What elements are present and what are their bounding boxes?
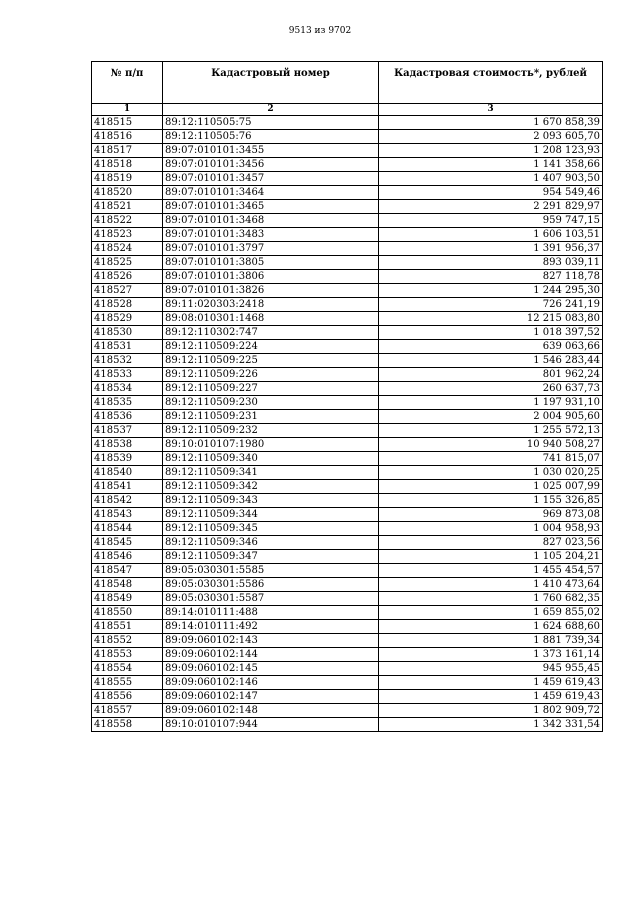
row-number-cell: 418534 — [92, 382, 163, 396]
cadastral-value-cell: 741 815,07 — [379, 452, 603, 466]
row-number-cell: 418543 — [92, 508, 163, 522]
cadastral-number-cell: 89:12:110505:76 — [163, 130, 379, 144]
cadastral-number-cell: 89:09:060102:147 — [163, 690, 379, 704]
cadastral-number-cell: 89:12:110509:224 — [163, 340, 379, 354]
header-cadastral-value: Кадастровая стоимость*, рублей — [379, 62, 603, 104]
cadastral-value-cell: 827 023,56 — [379, 536, 603, 550]
table-row — [92, 466, 603, 480]
cadastral-value-cell: 260 637,73 — [379, 382, 603, 396]
cadastral-value-cell: 2 004 905,60 — [379, 410, 603, 424]
table-row — [92, 648, 603, 662]
cadastral-value-cell: 1 624 688,60 — [379, 620, 603, 634]
table-row — [92, 452, 603, 466]
row-number-cell: 418546 — [92, 550, 163, 564]
cadastral-value-cell: 1 255 572,13 — [379, 424, 603, 438]
cadastral-value-cell: 1 004 958,93 — [379, 522, 603, 536]
table-row — [92, 550, 603, 564]
cadastral-number-cell: 89:11:020303:2418 — [163, 298, 379, 312]
row-number-cell: 418525 — [92, 256, 163, 270]
table-row — [92, 130, 603, 144]
table-row — [92, 242, 603, 256]
table-row — [92, 480, 603, 494]
table-row — [92, 312, 603, 326]
cadastral-number-cell: 89:09:060102:143 — [163, 634, 379, 648]
table-row — [92, 200, 603, 214]
cadastral-value-cell: 1 208 123,93 — [379, 144, 603, 158]
table-row — [92, 256, 603, 270]
table-row — [92, 424, 603, 438]
cadastral-number-cell: 89:12:110509:344 — [163, 508, 379, 522]
header-row-number: № п/п — [92, 62, 163, 104]
table-row — [92, 382, 603, 396]
cadastral-value-cell: 2 093 605,70 — [379, 130, 603, 144]
row-number-cell: 418551 — [92, 620, 163, 634]
table-row — [92, 186, 603, 200]
cadastral-value-cell: 1 407 903,50 — [379, 172, 603, 186]
table-row — [92, 172, 603, 186]
cadastral-number-cell: 89:12:110509:347 — [163, 550, 379, 564]
table-row — [92, 508, 603, 522]
cadastral-number-cell: 89:07:010101:3457 — [163, 172, 379, 186]
cadastral-number-cell: 89:12:110509:232 — [163, 424, 379, 438]
row-number-cell: 418558 — [92, 718, 163, 732]
cadastral-number-cell: 89:12:110509:340 — [163, 452, 379, 466]
row-number-cell: 418537 — [92, 424, 163, 438]
table-row — [92, 144, 603, 158]
cadastral-value-cell: 1 455 454,57 — [379, 564, 603, 578]
cadastral-value-cell: 1 018 397,52 — [379, 326, 603, 340]
row-number-cell: 418536 — [92, 410, 163, 424]
cadastral-value-cell: 1 342 331,54 — [379, 718, 603, 732]
cadastral-number-cell: 89:07:010101:3464 — [163, 186, 379, 200]
cadastral-value-cell: 945 955,45 — [379, 662, 603, 676]
row-number-cell: 418517 — [92, 144, 163, 158]
column-number-1: 1 — [92, 104, 163, 116]
cadastral-number-cell: 89:09:060102:144 — [163, 648, 379, 662]
row-number-cell: 418554 — [92, 662, 163, 676]
row-number-cell: 418518 — [92, 158, 163, 172]
cadastral-number-cell: 89:07:010101:3797 — [163, 242, 379, 256]
row-number-cell: 418555 — [92, 676, 163, 690]
cadastral-value-cell: 1 410 473,64 — [379, 578, 603, 592]
cadastral-number-cell: 89:12:110509:231 — [163, 410, 379, 424]
table-row — [92, 564, 603, 578]
cadastral-value-cell: 893 039,11 — [379, 256, 603, 270]
cadastral-number-cell: 89:10:010107:1980 — [163, 438, 379, 452]
row-number-cell: 418540 — [92, 466, 163, 480]
row-number-cell: 418556 — [92, 690, 163, 704]
cadastral-number-cell: 89:12:110509:345 — [163, 522, 379, 536]
cadastral-number-cell: 89:10:010107:944 — [163, 718, 379, 732]
row-number-cell: 418542 — [92, 494, 163, 508]
cadastral-number-cell: 89:14:010111:488 — [163, 606, 379, 620]
cadastral-number-cell: 89:07:010101:3465 — [163, 200, 379, 214]
table-row — [92, 438, 603, 452]
cadastral-number-cell: 89:07:010101:3455 — [163, 144, 379, 158]
table-row — [92, 662, 603, 676]
row-number-cell: 418553 — [92, 648, 163, 662]
table-row — [92, 116, 603, 130]
row-number-cell: 418544 — [92, 522, 163, 536]
cadastral-value-cell: 12 215 083,80 — [379, 312, 603, 326]
cadastral-value-cell: 1 244 295,30 — [379, 284, 603, 298]
table-row — [92, 522, 603, 536]
cadastral-value-cell: 1 391 956,37 — [379, 242, 603, 256]
table-row — [92, 158, 603, 172]
cadastral-value-cell: 1 881 739,34 — [379, 634, 603, 648]
cadastral-value-cell: 1 802 909,72 — [379, 704, 603, 718]
row-number-cell: 418548 — [92, 578, 163, 592]
cadastral-value-cell: 2 291 829,97 — [379, 200, 603, 214]
table-row — [92, 536, 603, 550]
cadastral-number-cell: 89:05:030301:5586 — [163, 578, 379, 592]
table-row — [92, 592, 603, 606]
cadastral-value-cell: 801 962,24 — [379, 368, 603, 382]
cadastral-number-cell: 89:12:110509:230 — [163, 396, 379, 410]
cadastral-value-cell: 639 063,66 — [379, 340, 603, 354]
row-number-cell: 418526 — [92, 270, 163, 284]
cadastral-value-cell: 10 940 508,27 — [379, 438, 603, 452]
column-number-3: 3 — [379, 104, 603, 116]
cadastral-value-cell: 827 118,78 — [379, 270, 603, 284]
row-number-cell: 418523 — [92, 228, 163, 242]
cadastral-value-cell: 1 197 931,10 — [379, 396, 603, 410]
cadastral-number-cell: 89:07:010101:3805 — [163, 256, 379, 270]
cadastral-value-cell: 1 155 326,85 — [379, 494, 603, 508]
row-number-cell: 418529 — [92, 312, 163, 326]
table-row — [92, 298, 603, 312]
table-row — [92, 340, 603, 354]
row-number-cell: 418539 — [92, 452, 163, 466]
row-number-cell: 418520 — [92, 186, 163, 200]
cadastral-value-table — [91, 61, 603, 732]
cadastral-number-cell: 89:12:110509:341 — [163, 466, 379, 480]
table-row — [92, 270, 603, 284]
row-number-cell: 418531 — [92, 340, 163, 354]
row-number-cell: 418519 — [92, 172, 163, 186]
cadastral-value-cell: 1 459 619,43 — [379, 690, 603, 704]
row-number-cell: 418522 — [92, 214, 163, 228]
row-number-cell: 418557 — [92, 704, 163, 718]
table-row — [92, 676, 603, 690]
cadastral-number-cell: 89:08:010301:1468 — [163, 312, 379, 326]
row-number-cell: 418530 — [92, 326, 163, 340]
cadastral-number-cell: 89:14:010111:492 — [163, 620, 379, 634]
cadastral-value-cell: 726 241,19 — [379, 298, 603, 312]
cadastral-value-cell: 1 606 103,51 — [379, 228, 603, 242]
cadastral-number-cell: 89:07:010101:3826 — [163, 284, 379, 298]
row-number-cell: 418527 — [92, 284, 163, 298]
cadastral-number-cell: 89:09:060102:146 — [163, 676, 379, 690]
row-number-cell: 418547 — [92, 564, 163, 578]
table-row — [92, 228, 603, 242]
row-number-cell: 418516 — [92, 130, 163, 144]
cadastral-value-cell: 1 659 855,02 — [379, 606, 603, 620]
cadastral-number-cell: 89:12:110509:225 — [163, 354, 379, 368]
cadastral-value-cell: 1 141 358,66 — [379, 158, 603, 172]
row-number-cell: 418533 — [92, 368, 163, 382]
cadastral-number-cell: 89:07:010101:3806 — [163, 270, 379, 284]
row-number-cell: 418528 — [92, 298, 163, 312]
cadastral-value-cell: 1 030 020,25 — [379, 466, 603, 480]
table-row — [92, 578, 603, 592]
header-cadastral-number: Кадастровый номер — [163, 62, 379, 104]
cadastral-value-cell: 1 760 682,35 — [379, 592, 603, 606]
table-row — [92, 690, 603, 704]
cadastral-value-cell: 1 105 204,21 — [379, 550, 603, 564]
table-row — [92, 354, 603, 368]
row-number-cell: 418545 — [92, 536, 163, 550]
table-row — [92, 494, 603, 508]
table-row — [92, 620, 603, 634]
row-number-cell: 418549 — [92, 592, 163, 606]
row-number-cell: 418538 — [92, 438, 163, 452]
cadastral-value-cell: 1 025 007,99 — [379, 480, 603, 494]
table-row — [92, 410, 603, 424]
row-number-cell: 418515 — [92, 116, 163, 130]
row-number-cell: 418535 — [92, 396, 163, 410]
cadastral-number-cell: 89:12:110509:227 — [163, 382, 379, 396]
row-number-cell: 418532 — [92, 354, 163, 368]
row-number-cell: 418552 — [92, 634, 163, 648]
table-row — [92, 634, 603, 648]
cadastral-value-cell: 1 459 619,43 — [379, 676, 603, 690]
table-body — [92, 116, 603, 732]
cadastral-value-cell: 969 873,08 — [379, 508, 603, 522]
table-row — [92, 606, 603, 620]
table-row — [92, 368, 603, 382]
table-row — [92, 284, 603, 298]
cadastral-number-cell: 89:12:110509:343 — [163, 494, 379, 508]
cadastral-number-cell: 89:09:060102:148 — [163, 704, 379, 718]
cadastral-value-cell: 1 546 283,44 — [379, 354, 603, 368]
cadastral-number-cell: 89:12:110509:226 — [163, 368, 379, 382]
table-row — [92, 704, 603, 718]
row-number-cell: 418541 — [92, 480, 163, 494]
cadastral-value-cell: 959 747,15 — [379, 214, 603, 228]
cadastral-number-cell: 89:07:010101:3468 — [163, 214, 379, 228]
cadastral-number-cell: 89:12:110505:75 — [163, 116, 379, 130]
cadastral-number-cell: 89:09:060102:145 — [163, 662, 379, 676]
cadastral-number-cell: 89:05:030301:5585 — [163, 564, 379, 578]
cadastral-value-cell: 1 373 161,14 — [379, 648, 603, 662]
page-number-header: 9513 из 9702 — [288, 26, 352, 36]
table-row — [92, 718, 603, 732]
column-number-2: 2 — [163, 104, 379, 116]
cadastral-value-cell: 1 670 858,39 — [379, 116, 603, 130]
cadastral-number-cell: 89:12:110509:346 — [163, 536, 379, 550]
row-number-cell: 418550 — [92, 606, 163, 620]
cadastral-number-cell: 89:12:110302:747 — [163, 326, 379, 340]
row-number-cell: 418524 — [92, 242, 163, 256]
cadastral-number-cell: 89:12:110509:342 — [163, 480, 379, 494]
cadastral-number-cell: 89:07:010101:3483 — [163, 228, 379, 242]
row-number-cell: 418521 — [92, 200, 163, 214]
table-row — [92, 326, 603, 340]
cadastral-number-cell: 89:07:010101:3456 — [163, 158, 379, 172]
table-row — [92, 396, 603, 410]
table-row — [92, 214, 603, 228]
cadastral-number-cell: 89:05:030301:5587 — [163, 592, 379, 606]
cadastral-value-cell: 954 549,46 — [379, 186, 603, 200]
